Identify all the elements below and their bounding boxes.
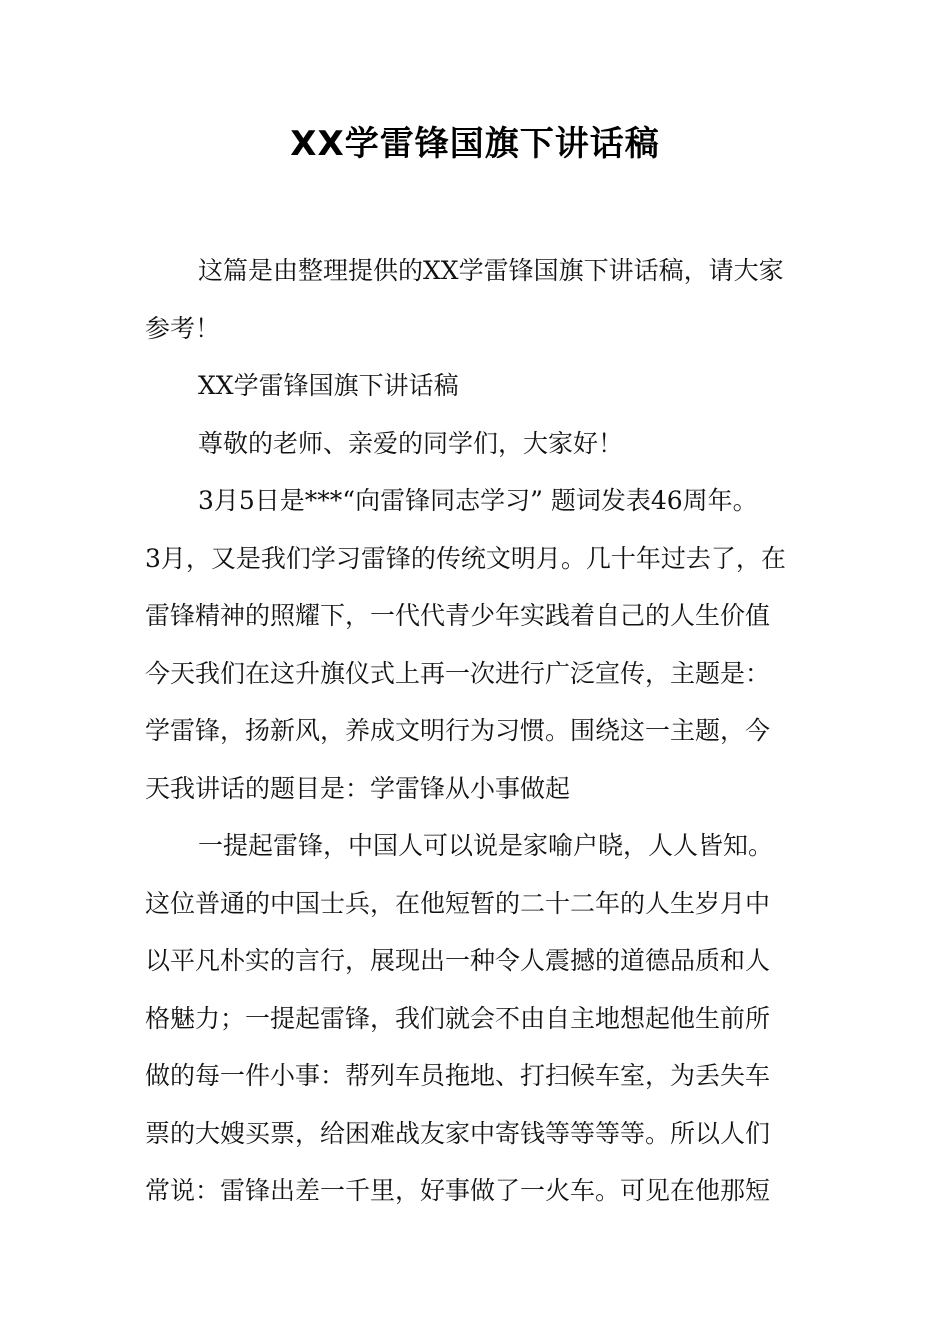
- body-line: 学雷锋，扬新风，养成文明行为习惯。围绕这一主题，今: [145, 716, 771, 745]
- body-line: 雷锋精神的照耀下，一代代青少年实践着自己的人生价值: [145, 601, 771, 630]
- body-line: 天我讲话的题目是：学雷锋从小事做起: [145, 773, 571, 803]
- body-line: 一提起雷锋，中国人可以说是家喻户晓，人人皆知。: [198, 831, 774, 860]
- body-line: 格魅力；一提起雷锋，我们就会不由自主地想起他生前所: [145, 1003, 771, 1033]
- body-line: 参考！: [145, 313, 221, 343]
- body-line: 3月，又是我们学习雷锋的传统文明月。几十年过去了，在: [145, 543, 786, 573]
- body-line: 3月5日是***“向雷锋同志学习” 题词发表46周年。: [198, 486, 758, 515]
- body-line: 尊敬的老师、亲爱的同学们，大家好！: [198, 428, 624, 458]
- body-line: 这位普通的中国士兵，在他短暂的二十二年的人生岁月中: [145, 888, 771, 918]
- body-line: 常说：雷锋出差一千里，好事做了一火车。可见在他那短: [145, 1176, 771, 1205]
- body-line: 做的每一件小事：帮列车员拖地、打扫候车室，为丢失车: [145, 1061, 771, 1090]
- body-line: 今天我们在这升旗仪式上再一次进行广泛宣传，主题是：: [145, 658, 771, 688]
- body-line: 以平凡朴实的言行，展现出一种令人震撼的道德品质和人: [145, 946, 771, 975]
- document-body: [145, 242, 825, 1220]
- body-line: 这篇是由整理提供的XX学雷锋国旗下讲话稿，请大家: [198, 256, 784, 285]
- document-title: XX学雷锋国旗下讲话稿: [290, 124, 660, 164]
- body-line: 票的大嫂买票，给困难战友家中寄钱等等等等。所以人们: [145, 1118, 771, 1148]
- body-line: XX学雷锋国旗下讲话稿: [198, 371, 459, 400]
